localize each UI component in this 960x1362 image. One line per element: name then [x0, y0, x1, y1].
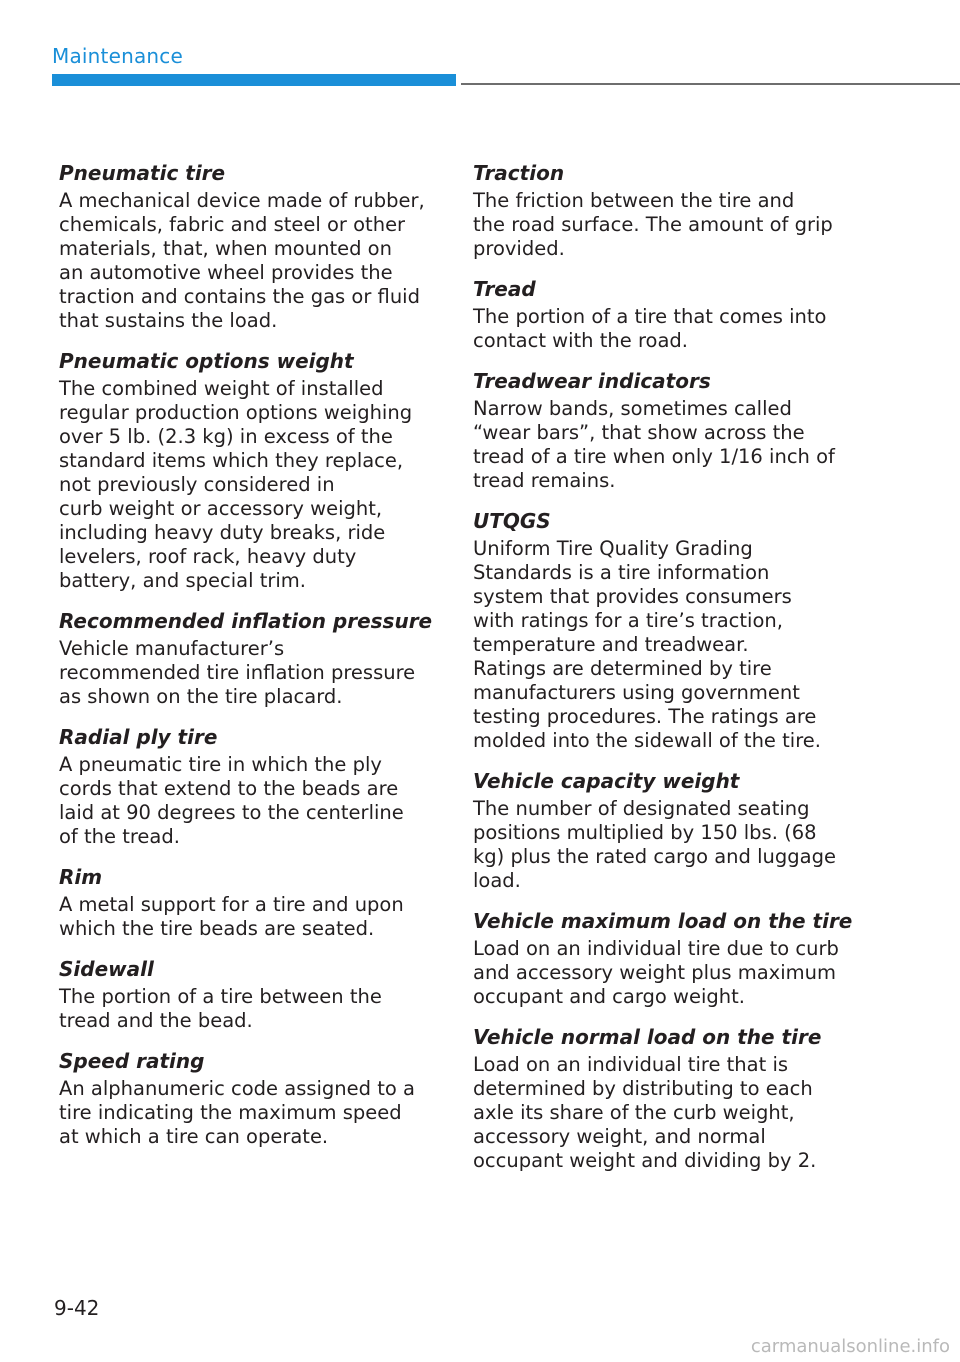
glossary-entry — [473, 274, 853, 353]
glossary-term: Pneumatic tire — [59, 161, 226, 185]
header-accent-bar — [52, 74, 456, 86]
glossary-entry — [59, 862, 439, 941]
glossary-definition: A pneumatic tire in which the ply cords that extend to the beads are laid at 90 degrees to the centerline of the tread. — [59, 753, 404, 848]
glossary-definition: The number of designated seating positions multiplied by 150 lbs. (68 kg) plus the rated cargo and luggage load. — [473, 797, 836, 892]
glossary-definition: The portion of a tire between the tread and the bead. — [59, 985, 382, 1032]
glossary-term: Tread — [473, 277, 536, 301]
glossary-entry — [59, 606, 439, 709]
right-column — [473, 158, 853, 1186]
watermark: carmanualsonline.info — [750, 1336, 950, 1357]
glossary-term: Radial ply tire — [59, 725, 218, 749]
glossary-term: Recommended inflation pressure — [59, 609, 433, 633]
glossary-entry — [59, 1046, 439, 1149]
glossary-entry — [473, 906, 853, 1009]
glossary-entry — [473, 506, 853, 753]
page-number: 9-42 — [54, 1296, 100, 1320]
glossary-term: Sidewall — [59, 957, 154, 981]
glossary-definition: A mechanical device made of rubber, chemicals, fabric and steel or other materials, that, when mounted on an automotive wheel provides the traction and contains the gas or fluid that sustains the load. — [59, 189, 425, 332]
header-divider — [461, 83, 960, 85]
glossary-term: Vehicle normal load on the tire — [473, 1025, 822, 1049]
left-column — [59, 158, 439, 1162]
glossary-entry — [473, 766, 853, 893]
glossary-term: Vehicle maximum load on the tire — [473, 909, 853, 933]
glossary-definition: A metal support for a tire and upon which the tire beads are seated. — [59, 893, 404, 940]
glossary-definition: The portion of a tire that comes into contact with the road. — [473, 305, 827, 352]
glossary-definition: Narrow bands, sometimes called “wear bars”, that show across the tread of a tire when only 1/16 inch of tread remains. — [473, 397, 835, 492]
glossary-entry — [59, 346, 439, 593]
glossary-entry — [59, 954, 439, 1033]
section-title: Maintenance — [52, 44, 183, 68]
glossary-definition: Load on an individual tire due to curb and accessory weight plus maximum occupant and cargo weight. — [473, 937, 839, 1008]
glossary-entry — [473, 158, 853, 261]
glossary-definition: Load on an individual tire that is determined by distributing to each axle its share of the curb weight, accessory weight, and normal occupant weight and dividing by 2. — [473, 1053, 817, 1172]
glossary-term: Treadwear indicators — [473, 369, 711, 393]
glossary-term: Vehicle capacity weight — [473, 769, 740, 793]
glossary-definition: The friction between the tire and the road surface. The amount of grip provided. — [473, 189, 833, 260]
glossary-definition: An alphanumeric code assigned to a tire indicating the maximum speed at which a tire can operate. — [59, 1077, 415, 1148]
glossary-term: Speed rating — [59, 1049, 205, 1073]
glossary-definition: Vehicle manufacturer’s recommended tire inflation pressure as shown on the tire placard. — [59, 637, 416, 708]
glossary-term: Traction — [473, 161, 565, 185]
glossary-entry — [59, 722, 439, 849]
glossary-term: Pneumatic options weight — [59, 349, 354, 373]
glossary-entry — [473, 366, 853, 493]
glossary-entry — [59, 158, 439, 333]
glossary-definition: Uniform Tire Quality Grading Standards is a tire information system that provides consumers with ratings for a tire’s traction, temperature and treadwear. Ratings are determined by tire manufacturers using government testing procedures. The ratings are molded into the sidewall of the tire. — [473, 537, 821, 752]
glossary-term: Rim — [59, 865, 103, 889]
glossary-entry — [473, 1022, 853, 1173]
glossary-term: UTQGS — [473, 509, 551, 533]
glossary-definition: The combined weight of installed regular production options weighing over 5 lb. (2.3 kg) in excess of the standard items which they replace, not previously considered in curb weight or accessory weight, including heavy duty breaks, ride levelers, roof rack, heavy duty battery, and special trim. — [59, 377, 413, 592]
